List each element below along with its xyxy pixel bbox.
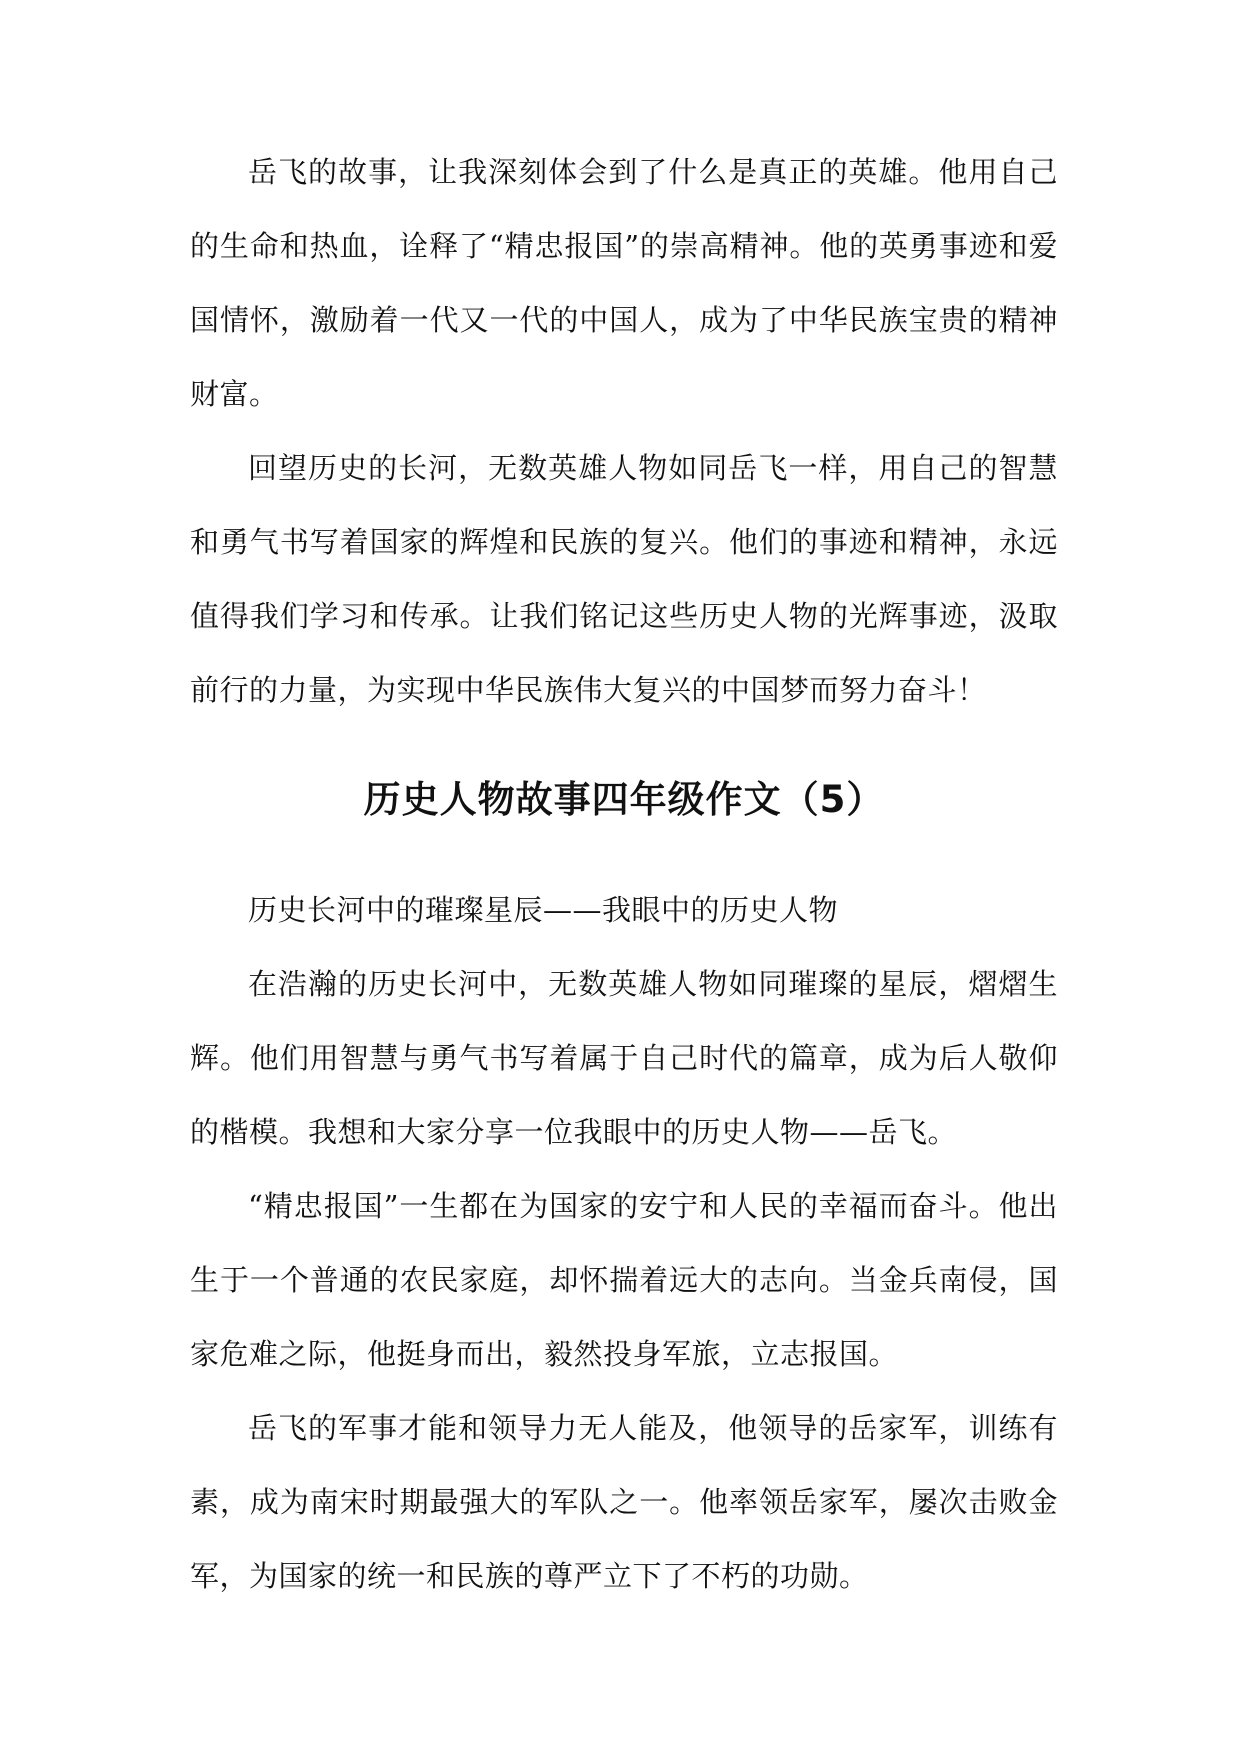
paragraph-history-river: 回望历史的长河，无数英雄人物如同岳飞一样，用自己的智慧和勇气书写着国家的辉煌和民族的复兴。他们的事迹和精神，永远值得我们学习和传承。让我们铭记这些历史人物的光辉事迹，汲取前行的力量，为实现中华民族伟大复兴的中国梦而努力奋斗！ [190, 451, 1058, 707]
paragraph-intro: 在浩瀚的历史长河中，无数英雄人物如同璀璨的星辰，熠熠生辉。他们用智慧与勇气书写着属于自己时代的篇章，成为后人敬仰的楷模。我想和大家分享一位我眼中的历史人物——岳飞。 [190, 967, 1058, 1149]
essay-subtitle: 历史长河中的璀璨星辰——我眼中的历史人物 [248, 893, 839, 927]
essay-heading: 历史人物故事四年级作文（5） [363, 778, 885, 821]
paragraph-military: 岳飞的军事才能和领导力无人能及，他领导的岳家军，训练有素，成为南宋时期最强大的军队之一。他率领岳家军，屡次击败金军，为国家的统一和民族的尊严立下了不朽的功勋。 [190, 1411, 1058, 1593]
paragraph-yuefei-hero: 岳飞的故事，让我深刻体会到了什么是真正的英雄。他用自己的生命和热血，诠释了“精忠报国”的崇高精神。他的英勇事迹和爱国情怀，激励着一代又一代的中国人，成为了中华民族宝贵的精神财富。 [190, 155, 1058, 411]
paragraph-loyalty: “精忠报国”一生都在为国家的安宁和人民的幸福而奋斗。他出生于一个普通的农民家庭，却怀揣着远大的志向。当金兵南侵，国家危难之际，他挺身而出，毅然投身军旅，立志报国。 [190, 1189, 1058, 1371]
document-body [190, 135, 1058, 1613]
